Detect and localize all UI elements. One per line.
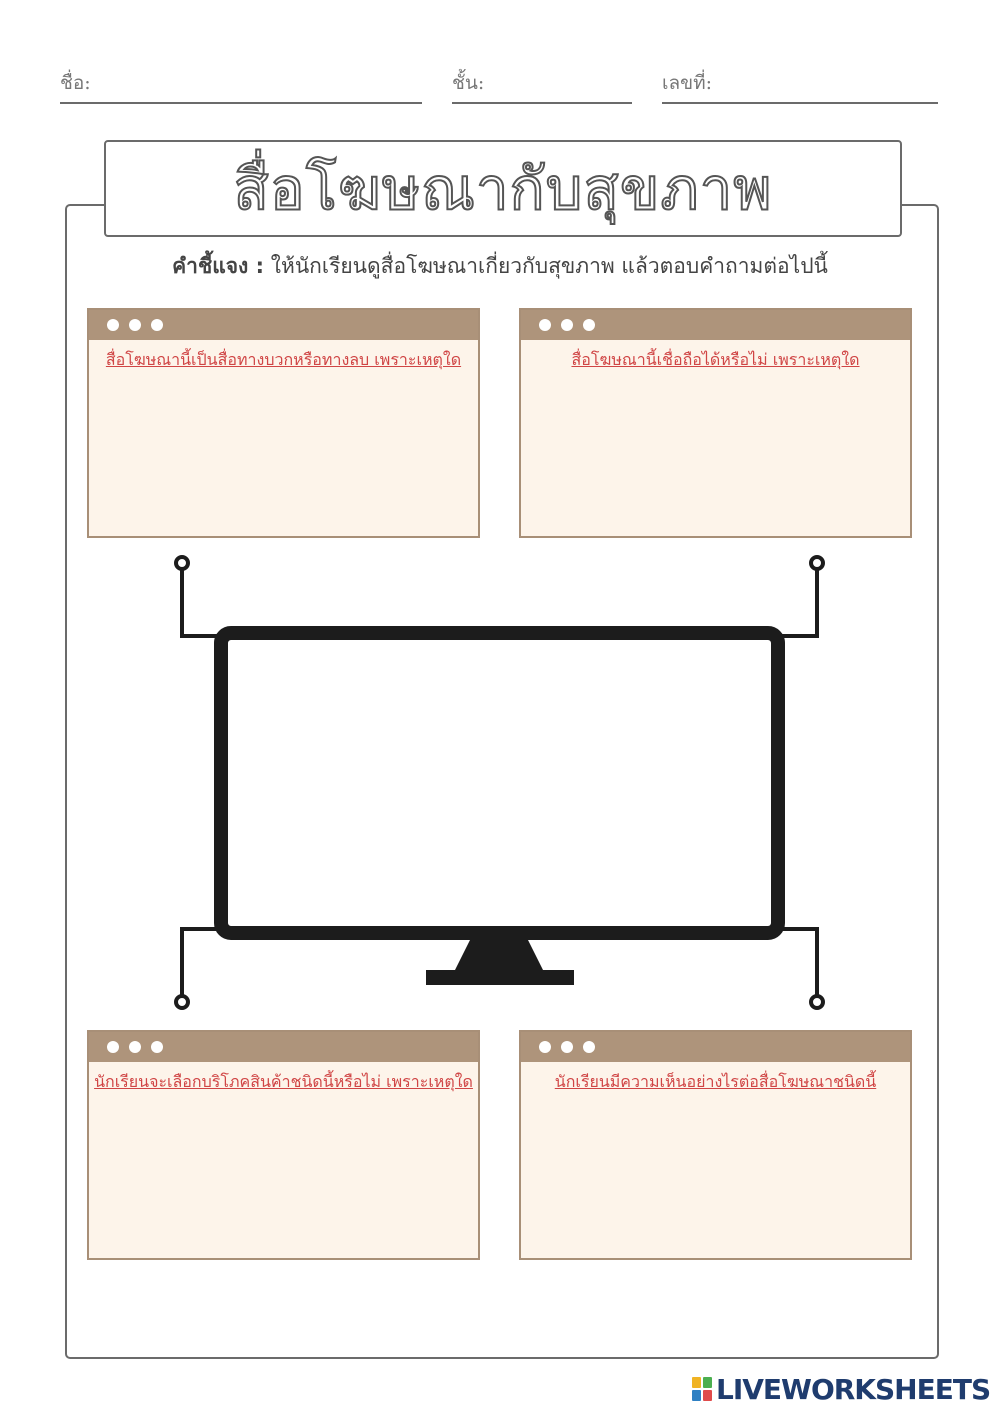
tv-stand-neck xyxy=(454,940,544,972)
connector-node-icon xyxy=(176,996,188,1008)
class-label: ชั้น: xyxy=(452,72,485,94)
question-text: สื่อโฆษณานี้เป็นสื่อทางบวกหรือทางลบ เพราะเหตุใด xyxy=(105,350,462,369)
liveworksheets-logo-icon xyxy=(692,1377,712,1401)
connector-node-icon xyxy=(176,557,188,569)
brand-footer xyxy=(692,1372,990,1406)
connector-node-icon xyxy=(811,557,823,569)
connector-node-icon xyxy=(811,996,823,1008)
question-text: นักเรียนจะเลือกบริโภคสินค้าชนิดนี้หรือไม่ เพราะเหตุใด xyxy=(94,1072,473,1091)
instruction-label: คำชี้แจง : xyxy=(172,254,265,278)
tv-screen xyxy=(221,633,778,933)
instruction-text: ให้นักเรียนดูสื่อโฆษณาเกี่ยวกับสุขภาพ แล้วตอบคำถามต่อไปนี้ xyxy=(270,254,828,278)
tv-stand-base xyxy=(426,970,574,985)
worksheet-title: สื่อโฆษณากับสุขภาพ xyxy=(233,155,773,223)
question-text: สื่อโฆษณานี้เชื่อถือได้หรือไม่ เพราะเหตุใด xyxy=(571,350,860,369)
connector-top-left xyxy=(182,568,392,636)
name-label: ชื่อ: xyxy=(60,72,91,94)
connector-top-right xyxy=(608,568,817,636)
number-label: เลขที่: xyxy=(662,72,713,94)
brand-name: LIVEWORKSHEETS xyxy=(716,1372,991,1406)
question-text: นักเรียนมีความเห็นอย่างไรต่อสื่อโฆษณาชนิดนี้ xyxy=(554,1072,877,1091)
